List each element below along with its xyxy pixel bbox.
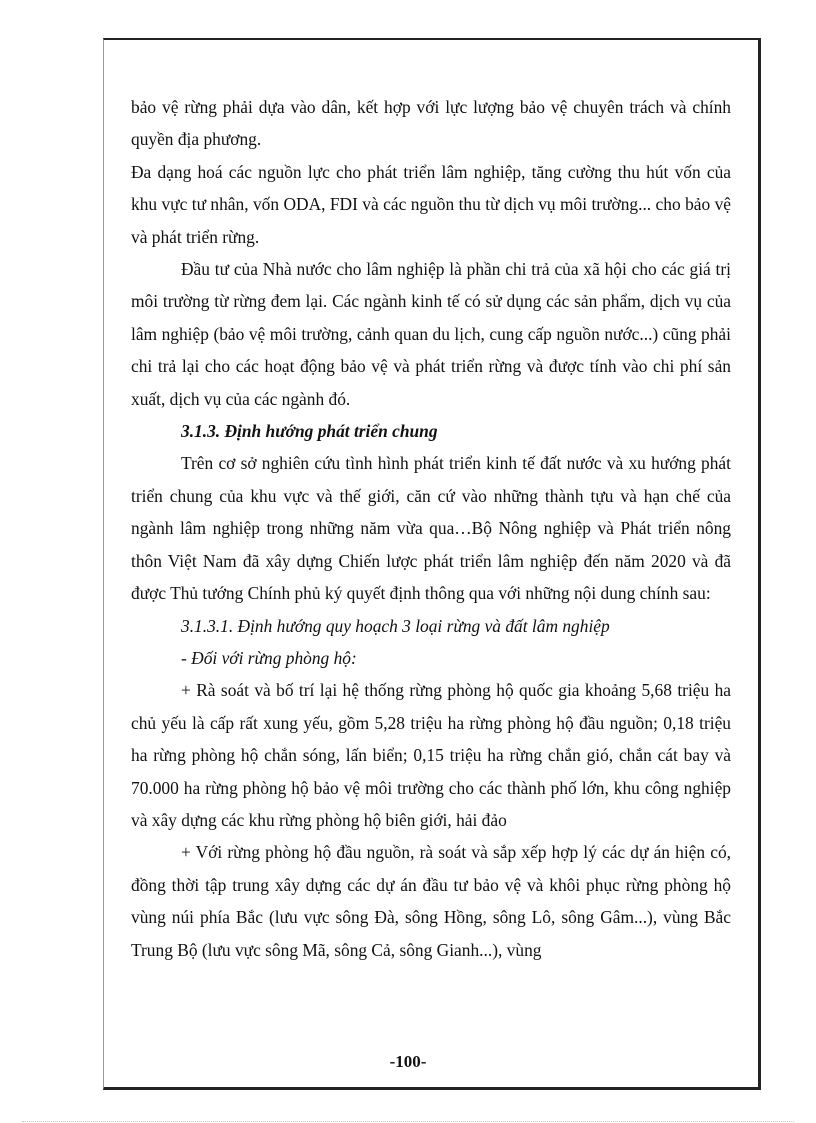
section-heading: 3.1.3. Định hướng phát triển chung — [181, 421, 438, 442]
bullet-headwater-forest: + Với rừng phòng hộ đầu nguồn, rà soát và sắp xếp hợp lý các dự án hiện có, đồng thời tập trung xây dựng các dự án đầu tư bảo vệ và khôi phục rừng phòng hộ vùng núi phía Bắc (lưu vực sông Đà, sông Hồng, sông Lô, sông Gâm...), vùng Bắc Trung Bộ (lưu vực sông Mã, sông Cả, sông Gianh...), vùng — [131, 842, 731, 960]
paragraph-strategy: Trên cơ sở nghiên cứu tình hình phát triển kinh tế đất nước và xu hướng phát triển chung của khu vực và thế giới, căn cứ vào những thành tựu và hạn chế của ngành lâm nghiệp trong những năm vừa qua…Bộ Nông nghiệp và Phát triển nông thôn Việt Nam đã xây dựng Chiến lược phát triển lâm nghiệp đến năm 2020 và đã được Thủ tướng Chính phủ ký quyết định thông qua với những nội dung chính sau: — [131, 453, 731, 604]
bullet-review-system: + Rà soát và bố trí lại hệ thống rừng phòng hộ quốc gia khoảng 5,68 triệu ha chủ yếu là cấp rất xung yếu, gồm 5,28 triệu ha rừng phòng hộ đầu nguồn; 0,18 triệu ha rừng phòng hộ chắn sóng, lấn biển; 0,15 triệu ha rừng chắn gió, chắn cát bay và 70.000 ha rừng phòng hộ bảo vệ môi trường cho các thành phố lớn, khu công nghiệp và xây dựng các khu rừng phòng hộ biên giới, hải đảo — [131, 680, 731, 830]
page-divider — [22, 1121, 794, 1122]
subsection-heading: 3.1.3.1. Định hướng quy hoạch 3 loại rừng và đất lâm nghiệp — [181, 615, 610, 636]
page-number: -100- — [389, 1052, 427, 1071]
document-body — [131, 91, 731, 966]
list-heading-protection-forest: - Đối với rừng phòng hộ: — [181, 647, 357, 668]
paragraph-continuation: bảo vệ rừng phải dựa vào dân, kết hợp với lực lượng bảo vệ chuyên trách và chính quyền địa phương. — [131, 97, 731, 150]
paragraph-resources: Đa dạng hoá các nguồn lực cho phát triển lâm nghiệp, tăng cường thu hút vốn của khu vực tư nhân, vốn ODA, FDI và các nguồn thu từ dịch vụ môi trường... cho bảo vệ và phát triển rừng. — [131, 161, 731, 247]
paragraph-state-investment: Đầu tư của Nhà nước cho lâm nghiệp là phần chi trả của xã hội cho các giá trị môi trường từ rừng đem lại. Các ngành kinh tế có sử dụng các sản phẩm, dịch vụ của lâm nghiệp (bảo vệ môi trường, cảnh quan du lịch, cung cấp nguồn nước...) cũng phải chi trả lại cho các hoạt động bảo vệ và phát triển rừng và được tính vào chi phí sản xuất, dịch vụ của các ngành đó. — [131, 259, 731, 409]
